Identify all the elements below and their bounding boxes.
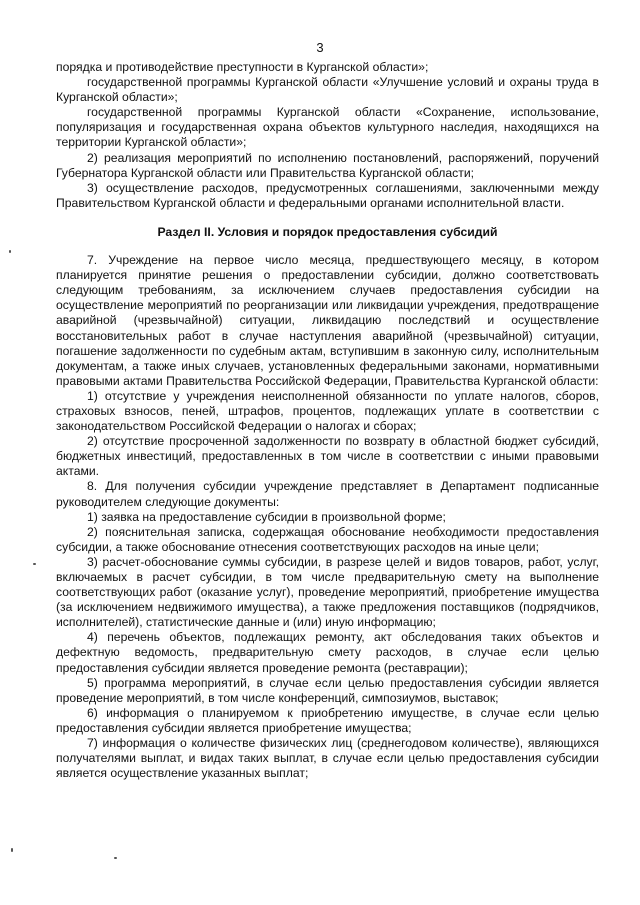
paragraph: государственной программы Курганской области «Улучшение условий и охраны труда в Курганской области»; xyxy=(56,75,599,105)
paragraph: 2) пояснительная записка, содержащая обоснование необходимости предоставления субсидии, а также обоснование отнесения соответствующих расходов на иные цели; xyxy=(56,524,599,554)
paragraph: порядка и противодействие преступности в Курганской области»; xyxy=(56,60,429,74)
paragraph: 7. Учреждение на первое число месяца, предшествующего месяцу, в котором планируется принятие решения о предоставлении субсидии, должно соответствовать следующим требованиям, за исключением случаев предоставления субсидии на осуществление мероприятий по реорганизации или ликвидации учреждения, предотвращение аварийной (чрезвычайной) ситуации, ликвидацию последствий и осуществление восстановительных работ в случае наступления аварийной (чрезвычайной) ситуации, погашение задолженности по судебным актам, вступившим в законную силу, исполнительным документам, а также иных случаев, установленных федеральными законами, нормативными правовыми актами Правительства Российской Федерации, Правительства Курганской области: xyxy=(56,253,599,388)
scan-speck xyxy=(9,250,11,253)
page-number: 3 xyxy=(316,40,324,55)
scan-speck xyxy=(11,848,13,852)
paragraph: 8. Для получения субсидии учреждение представляет в Департамент подписанные руководителем следующие документы: xyxy=(56,479,599,509)
section-title: Раздел II. Условия и порядок предоставления субсидий xyxy=(157,224,498,239)
paragraph: 2) отсутствие просроченной задолженности по возврату в областной бюджет субсидий, бюджетных инвестиций, предоставленных в том числе в соответствии с иными правовыми актами. xyxy=(56,434,599,479)
paragraph: 4) перечень объектов, подлежащих ремонту, акт обследования таких объектов и дефектную ведомость, предварительную смету расходов, в случае если целью предоставления субсидии является проведение ремонта (реставрации); xyxy=(56,630,599,675)
paragraph: 5) программа мероприятий, в случае если целью предоставления субсидии является проведение мероприятий, в том числе конференций, симпозиумов, выставок; xyxy=(56,675,599,705)
paragraph: 1) отсутствие у учреждения неисполненной обязанности по уплате налогов, сборов, страховых взносов, пеней, штрафов, процентов, подлежащих уплате в соответствии с законодательством Российской Федерации о налогах и сборах; xyxy=(56,388,599,434)
paragraph: 3) осуществление расходов, предусмотренных соглашениями, заключенными между Правительством Курганской области и федеральными органами исполнительной власти. xyxy=(56,180,599,210)
paragraph: 1) заявка на предоставление субсидии в произвольной форме; xyxy=(87,509,446,524)
document-body xyxy=(56,60,599,781)
paragraph: 2) реализация мероприятий по исполнению постановлений, распоряжений, поручений Губернатора Курганской области или Правительства Курганской области; xyxy=(56,150,599,180)
paragraph: 3) расчет-обоснование суммы субсидии, в разрезе целей и видов товаров, работ, услуг, включаемых в расчет субсидии, в том числе предварительную смету на выполнение соответствующих работ (оказание услуг), проведение мероприятий, приобретение имущества (за исключением недвижимого имущества), а также предложения поставщиков (подрядчиков, исполнителей), статистические данные и (или) иную информацию; xyxy=(56,554,599,630)
paragraph: 6) информация о планируемом к приобретению имуществе, в случае если целью предоставления субсидии является приобретение имущества; xyxy=(56,705,599,735)
paragraph: государственной программы Курганской области «Сохранение, использование, популяризация и государственная охрана объектов культурного наследия, находящихся на территории Курганской области»; xyxy=(56,105,599,150)
scan-speck xyxy=(114,857,117,859)
paragraph: 7) информация о количестве физических лиц (среднегодовом количестве), являющихся получателями выплат, и видах таких выплат, в случае если целью предоставления субсидии является осуществление указанных выплат; xyxy=(56,736,599,781)
scan-speck xyxy=(33,563,36,565)
